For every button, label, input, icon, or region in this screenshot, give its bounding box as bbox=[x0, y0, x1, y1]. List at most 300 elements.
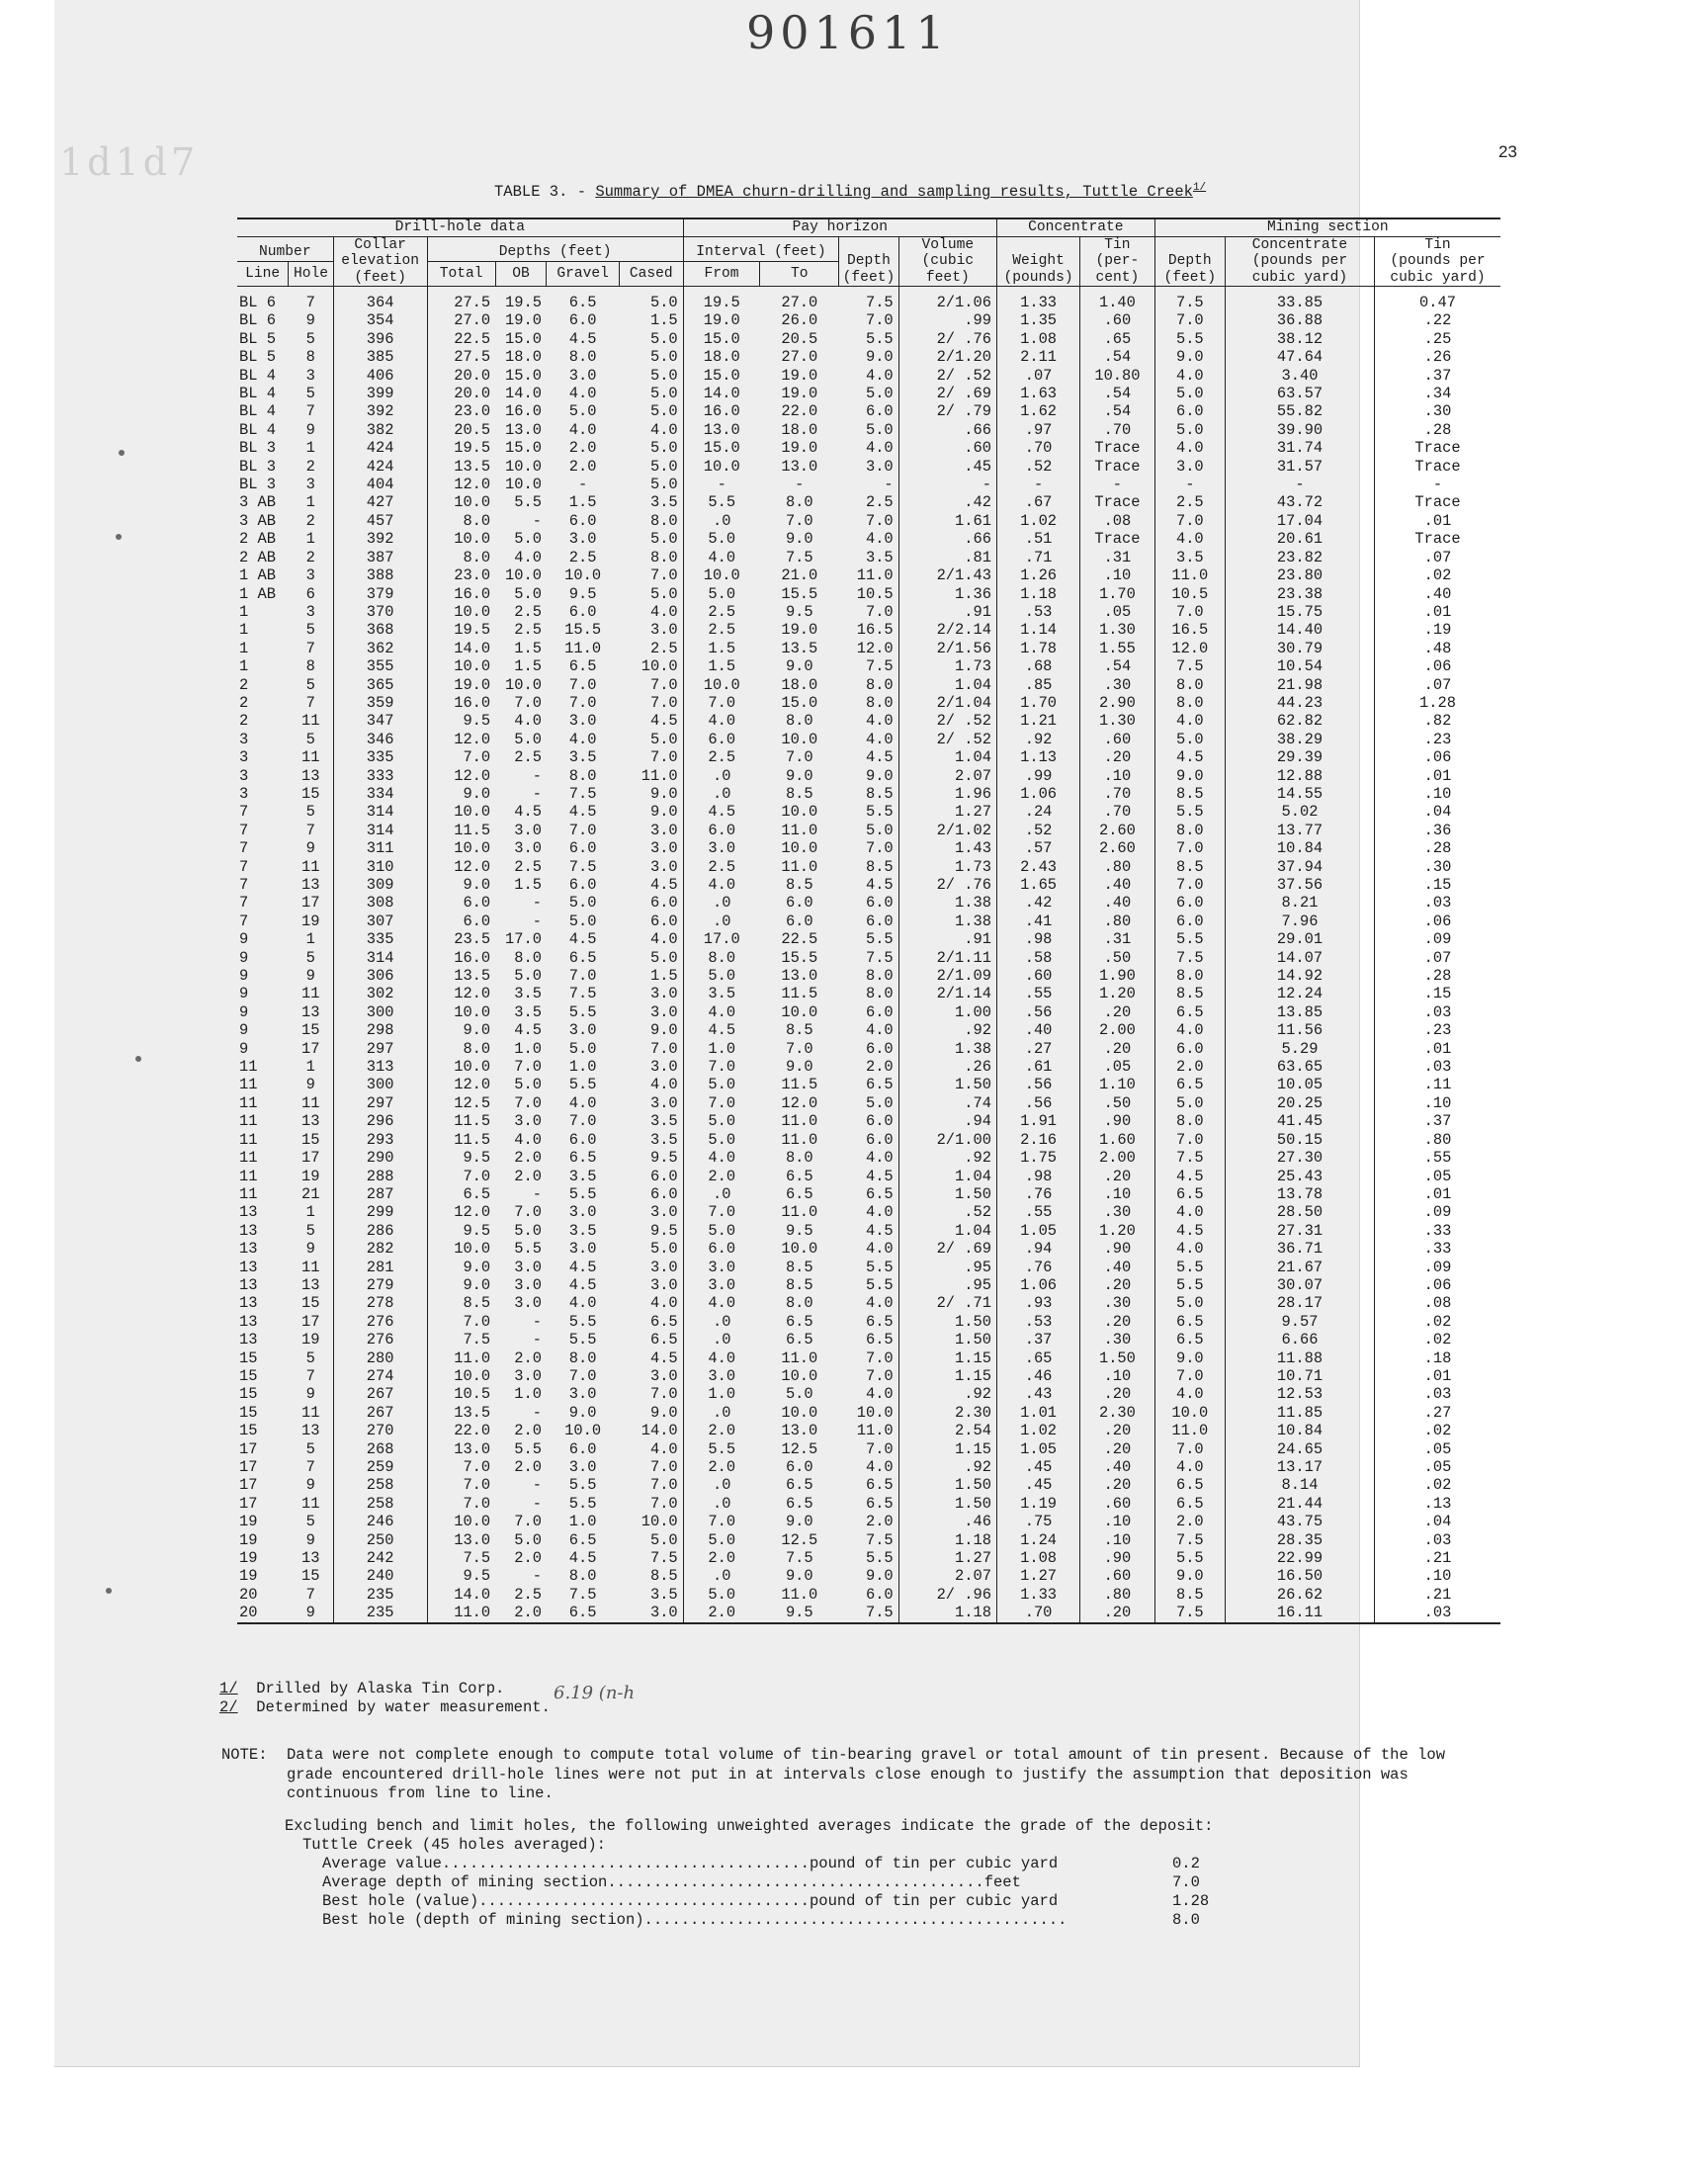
cell-volume: .92 bbox=[898, 1021, 996, 1039]
cell-tin-percent: .31 bbox=[1080, 549, 1155, 566]
table-row bbox=[237, 311, 1500, 329]
cell-tin-percent: .70 bbox=[1080, 803, 1155, 821]
cell-weight: 1.02 bbox=[996, 512, 1079, 530]
cell-hole: 2 bbox=[289, 512, 333, 530]
cell-line: 2 bbox=[239, 675, 249, 694]
cell-pay-depth: 4.0 bbox=[839, 1458, 898, 1476]
cell-tin-percent: 2.00 bbox=[1080, 1021, 1155, 1039]
cell-pay-depth: 7.0 bbox=[839, 1367, 898, 1385]
cell-line: 19 bbox=[239, 1530, 258, 1549]
cell-interval-from: 4.0 bbox=[708, 1002, 736, 1021]
cell-ms-concentrate: 28.50 bbox=[1225, 1203, 1374, 1221]
table-row bbox=[237, 822, 1500, 839]
cell-line: 13 bbox=[239, 1275, 258, 1294]
cell-collar-elevation: 388 bbox=[333, 566, 427, 584]
cell-depth-gravel: 5.5 bbox=[568, 1184, 597, 1203]
cell-tin-percent: .20 bbox=[1080, 1168, 1155, 1185]
cell-depth-ob: 5.5 bbox=[514, 1240, 542, 1259]
cell-ms-depth: 4.0 bbox=[1154, 1203, 1225, 1221]
cell-ms-concentrate: 62.82 bbox=[1225, 712, 1374, 730]
cell-hole: 11 bbox=[289, 985, 333, 1002]
cell-pay-depth: 9.0 bbox=[839, 767, 898, 785]
cell-pay-depth: 6.5 bbox=[839, 1495, 898, 1513]
table-row bbox=[237, 1513, 1500, 1530]
cell-interval-from: .0 bbox=[713, 1494, 731, 1513]
cell-interval-to: 7.5 bbox=[785, 1549, 813, 1568]
cell-depth-total: 13.0 bbox=[454, 1530, 491, 1549]
header-collar-elevation bbox=[333, 236, 427, 287]
cell-interval-to: 11.0 bbox=[781, 1203, 818, 1222]
cell-weight: - bbox=[996, 476, 1079, 493]
cell-collar-elevation: 302 bbox=[333, 985, 427, 1002]
cell-depth-ob: 2.0 bbox=[514, 1458, 542, 1476]
cell-interval-to: 13.0 bbox=[781, 967, 818, 986]
cell-interval-from: 10.0 bbox=[703, 457, 740, 476]
cell-depth-cased: 9.0 bbox=[619, 1404, 683, 1422]
cell-tin-percent: 1.40 bbox=[1080, 287, 1155, 312]
best-hole-value-value: 1.28 bbox=[1172, 1892, 1210, 1910]
cell-depth-total: 16.0 bbox=[454, 693, 491, 712]
cell-line: 9 bbox=[239, 985, 249, 1003]
best-hole-value-label: Best hole (value)....................................pound of tin per cubic yard bbox=[322, 1892, 1059, 1910]
cell-ms-tin: .01 bbox=[1423, 1039, 1452, 1058]
cell-ms-tin: .33 bbox=[1423, 1240, 1452, 1259]
cell-interval-to: 10.0 bbox=[781, 1366, 818, 1385]
cell-interval-from: 5.5 bbox=[708, 1439, 736, 1458]
cell-hole: 15 bbox=[289, 1567, 333, 1585]
cell-depth-cased: 4.0 bbox=[619, 1294, 683, 1312]
cell-ms-depth: 4.5 bbox=[1154, 748, 1225, 766]
table-row bbox=[237, 676, 1500, 694]
cell-ms-depth: 4.5 bbox=[1154, 1222, 1225, 1240]
handwritten-annotation: 6.19 (n-h bbox=[554, 1683, 636, 1703]
cell-depth-gravel: 2.5 bbox=[568, 548, 597, 566]
cell-interval-to: 8.5 bbox=[785, 1021, 813, 1040]
cell-depth-ob: 18.0 bbox=[505, 348, 542, 367]
cell-interval-from: 1.0 bbox=[708, 1385, 736, 1404]
table-body bbox=[237, 287, 1500, 1623]
page-number: 23 bbox=[1498, 142, 1517, 161]
cell-hole: 5 bbox=[289, 1440, 333, 1458]
cell-ms-tin: .06 bbox=[1423, 1275, 1452, 1294]
cell-line: 17 bbox=[239, 1439, 258, 1458]
cell-weight: 1.14 bbox=[996, 621, 1079, 639]
cell-depth-total: 23.0 bbox=[454, 566, 491, 585]
cell-depth-total: 10.0 bbox=[454, 493, 491, 512]
cell-weight: .27 bbox=[996, 1040, 1079, 1058]
cell-interval-from: 5.0 bbox=[708, 1221, 736, 1240]
cell-interval-from: 15.0 bbox=[703, 439, 740, 458]
cell-volume: 2.07 bbox=[898, 767, 996, 785]
cell-volume: .66 bbox=[898, 421, 996, 439]
cell-depth-gravel: 15.5 bbox=[564, 621, 602, 640]
cell-ms-depth: 5.0 bbox=[1154, 1294, 1225, 1312]
cell-weight: 1.18 bbox=[996, 585, 1079, 603]
cell-ms-depth: 4.0 bbox=[1154, 1458, 1225, 1476]
cell-line: 15 bbox=[239, 1366, 258, 1385]
cell-line: 3 bbox=[239, 766, 249, 785]
cell-collar-elevation: 368 bbox=[333, 621, 427, 639]
cell-depth-total: 8.0 bbox=[463, 548, 491, 566]
header-mining-tin bbox=[1375, 236, 1500, 287]
cell-pay-depth: 7.0 bbox=[839, 1440, 898, 1458]
cell-volume: .45 bbox=[898, 458, 996, 476]
cell-volume: .60 bbox=[898, 439, 996, 457]
cell-depth-ob: - bbox=[532, 1567, 542, 1586]
cell-ms-concentrate: 14.07 bbox=[1225, 949, 1374, 967]
cell-ms-concentrate: 12.53 bbox=[1225, 1385, 1374, 1403]
cell-depth-cased: 6.0 bbox=[619, 1185, 683, 1203]
cell-ms-tin: .03 bbox=[1375, 1604, 1500, 1622]
cell-collar-elevation: 267 bbox=[333, 1404, 427, 1422]
cell-ms-concentrate: 36.88 bbox=[1225, 311, 1374, 329]
cell-ms-concentrate: 10.71 bbox=[1225, 1367, 1374, 1385]
cell-ms-depth: 6.5 bbox=[1154, 1185, 1225, 1203]
cell-collar-elevation: 387 bbox=[333, 549, 427, 566]
cell-depth-total: 16.0 bbox=[454, 948, 491, 967]
cell-hole: 9 bbox=[289, 311, 333, 329]
cell-depth-ob: 2.0 bbox=[514, 1422, 542, 1440]
table-title-main: Summary of DMEA churn-drilling and sampling results, Tuttle Creek bbox=[595, 183, 1193, 202]
cell-ms-concentrate: 10.84 bbox=[1225, 1422, 1374, 1439]
cell-tin-percent: Trace bbox=[1080, 493, 1155, 511]
cell-depth-gravel: 4.0 bbox=[568, 1294, 597, 1313]
cell-collar-elevation: 314 bbox=[333, 822, 427, 839]
table-row bbox=[237, 803, 1500, 821]
cell-ms-tin: .09 bbox=[1423, 1258, 1452, 1276]
cell-ms-concentrate: 12.24 bbox=[1225, 985, 1374, 1002]
cell-ms-tin: .03 bbox=[1423, 894, 1452, 913]
table-row bbox=[237, 1567, 1500, 1585]
cell-line: 19 bbox=[239, 1567, 258, 1586]
cell-hole: 5 bbox=[289, 385, 333, 402]
cell-interval-to: 21.0 bbox=[781, 566, 818, 585]
cell-depth-ob: 5.0 bbox=[514, 1221, 542, 1240]
cell-depth-total: 11.0 bbox=[427, 1604, 495, 1622]
cell-depth-gravel: 3.0 bbox=[568, 366, 597, 385]
table-row bbox=[237, 657, 1500, 675]
cell-ms-depth: 4.5 bbox=[1154, 1168, 1225, 1185]
cell-volume: 2/1.43 bbox=[898, 566, 996, 584]
cell-line: 7 bbox=[239, 803, 249, 822]
cell-ms-concentrate: 14.55 bbox=[1225, 785, 1374, 803]
cell-depth-ob: 2.5 bbox=[514, 748, 542, 767]
header-pay-depth bbox=[839, 236, 898, 287]
cell-interval-from: 10.0 bbox=[703, 675, 740, 694]
cell-depth-cased: 4.5 bbox=[619, 1349, 683, 1367]
table-row bbox=[237, 1294, 1500, 1312]
cell-tin-percent: 2.30 bbox=[1080, 1404, 1155, 1422]
cell-volume: 2/1.06 bbox=[898, 287, 996, 312]
cell-pay-depth: 5.5 bbox=[839, 330, 898, 348]
cell-depth-total: 27.0 bbox=[454, 311, 491, 330]
cell-hole: 6 bbox=[289, 585, 333, 603]
cell-pay-depth: 11.0 bbox=[839, 566, 898, 584]
cell-hole: 3 bbox=[289, 566, 333, 584]
cell-hole: 3 bbox=[289, 603, 333, 621]
cell-tin-percent: .70 bbox=[1080, 785, 1155, 803]
cell-hole: 1 bbox=[289, 493, 333, 511]
cell-depth-ob: 7.0 bbox=[514, 693, 542, 712]
cell-ms-depth: 10.0 bbox=[1154, 1404, 1225, 1422]
cell-collar-elevation: 314 bbox=[333, 803, 427, 821]
cell-pay-depth: 2.0 bbox=[839, 1058, 898, 1076]
cell-tin-percent: .40 bbox=[1080, 894, 1155, 912]
cell-weight: 1.08 bbox=[996, 1549, 1079, 1567]
cell-depth-cased: 3.5 bbox=[619, 493, 683, 511]
cell-weight: .57 bbox=[996, 839, 1079, 857]
cell-depth-cased: 7.0 bbox=[619, 1040, 683, 1058]
table-row bbox=[237, 385, 1500, 402]
cell-ms-tin: .36 bbox=[1423, 821, 1452, 839]
table-row bbox=[237, 1185, 1500, 1203]
cell-ms-tin: .01 bbox=[1423, 511, 1452, 530]
cell-depth-cased: 9.5 bbox=[619, 1222, 683, 1240]
cell-weight: .24 bbox=[996, 803, 1079, 821]
cell-interval-to: 19.0 bbox=[781, 366, 818, 385]
cell-depth-ob: - bbox=[532, 1403, 542, 1422]
cell-depth-total: 9.0 bbox=[463, 1258, 491, 1276]
cell-depth-cased: 6.0 bbox=[619, 913, 683, 930]
cell-depth-cased: 5.0 bbox=[619, 402, 683, 420]
table-row bbox=[237, 566, 1500, 584]
cell-weight: .60 bbox=[996, 967, 1079, 985]
cell-ms-tin: .06 bbox=[1423, 657, 1452, 676]
cell-pay-depth: 10.5 bbox=[839, 585, 898, 603]
cell-depth-gravel: 6.0 bbox=[568, 839, 597, 858]
cell-depth-cased: 3.0 bbox=[619, 1003, 683, 1021]
cell-tin-percent: .30 bbox=[1080, 1203, 1155, 1221]
cell-ms-concentrate: 30.79 bbox=[1225, 640, 1374, 657]
cell-depth-total: 10.5 bbox=[454, 1385, 491, 1404]
cell-collar-elevation: 270 bbox=[333, 1422, 427, 1439]
cell-weight: 1.06 bbox=[996, 785, 1079, 803]
cell-ms-tin: .09 bbox=[1423, 1203, 1452, 1222]
cell-interval-to: 9.5 bbox=[785, 602, 813, 621]
cell-line: 3 AB bbox=[239, 511, 276, 530]
cell-volume: 1.50 bbox=[898, 1331, 996, 1348]
cell-hole: 7 bbox=[289, 402, 333, 420]
cell-collar-elevation: 311 bbox=[333, 839, 427, 857]
averages-section bbox=[287, 1817, 1213, 1930]
cell-hole: 13 bbox=[289, 1549, 333, 1567]
cell-collar-elevation: 293 bbox=[333, 1131, 427, 1149]
cell-hole: 13 bbox=[289, 1422, 333, 1439]
cell-ms-depth: 7.0 bbox=[1154, 1131, 1225, 1149]
average-depth-value: 7.0 bbox=[1172, 1873, 1200, 1891]
cell-tin-percent: .80 bbox=[1080, 858, 1155, 876]
cell-tin-percent: .40 bbox=[1080, 1259, 1155, 1276]
cell-ms-tin: .11 bbox=[1423, 1076, 1452, 1094]
cell-line: 11 bbox=[239, 1167, 258, 1185]
cell-depth-gravel: 4.5 bbox=[568, 803, 597, 822]
cell-depth-cased: 4.0 bbox=[619, 421, 683, 439]
cell-depth-ob: 3.0 bbox=[514, 821, 542, 839]
cell-collar-elevation: 347 bbox=[333, 712, 427, 730]
table-row bbox=[237, 1058, 1500, 1076]
cell-pay-depth: 8.0 bbox=[839, 676, 898, 694]
header-ms-conc-line3: cubic yard) bbox=[1251, 269, 1348, 286]
cell-depth-total: 10.0 bbox=[454, 657, 491, 676]
cell-interval-from: - bbox=[717, 476, 726, 494]
cell-depth-cased: 7.0 bbox=[619, 1458, 683, 1476]
cell-weight: .41 bbox=[996, 913, 1079, 930]
cell-hole: 13 bbox=[289, 876, 333, 894]
cell-interval-to: 11.0 bbox=[781, 1585, 818, 1604]
cell-interval-from: 19.0 bbox=[703, 311, 740, 330]
table-title bbox=[494, 182, 1206, 201]
cell-volume: 2/ .71 bbox=[898, 1294, 996, 1312]
cell-tin-percent: .10 bbox=[1080, 767, 1155, 785]
cell-collar-elevation: 392 bbox=[333, 530, 427, 548]
cell-ms-concentrate: 14.92 bbox=[1225, 967, 1374, 985]
table-row bbox=[237, 330, 1500, 348]
cell-pay-depth: 5.0 bbox=[839, 1094, 898, 1112]
cell-depth-gravel: 4.5 bbox=[568, 1258, 597, 1276]
cell-ms-tin: .10 bbox=[1423, 1093, 1452, 1112]
cell-tin-percent: .08 bbox=[1080, 512, 1155, 530]
cell-depth-total: 22.0 bbox=[454, 1422, 491, 1440]
cell-ms-tin: .28 bbox=[1423, 967, 1452, 986]
table-row bbox=[237, 985, 1500, 1002]
cell-interval-from: 6.0 bbox=[708, 730, 736, 748]
cell-line: 11 bbox=[239, 1076, 258, 1094]
cell-depth-cased: 10.0 bbox=[619, 1513, 683, 1530]
cell-interval-to: 13.0 bbox=[781, 1422, 818, 1440]
cell-depth-total: 10.0 bbox=[454, 839, 491, 858]
cell-depth-ob: 7.0 bbox=[514, 1093, 542, 1112]
cell-ms-concentrate: 47.64 bbox=[1225, 348, 1374, 366]
cell-depth-total: 7.0 bbox=[463, 1312, 491, 1331]
cell-interval-from: .0 bbox=[713, 1184, 731, 1203]
cell-depth-gravel: 5.5 bbox=[568, 1476, 597, 1495]
cell-depth-total: 13.5 bbox=[454, 457, 491, 476]
table-row bbox=[237, 949, 1500, 967]
cell-depth-gravel: 7.0 bbox=[568, 1366, 597, 1385]
cell-ms-tin: Trace bbox=[1414, 493, 1461, 512]
cell-volume: 1.38 bbox=[898, 913, 996, 930]
footnote-2-text: Determined by water measurement. bbox=[256, 1698, 551, 1716]
cell-volume: - bbox=[898, 476, 996, 493]
cell-pay-depth: 5.5 bbox=[839, 1259, 898, 1276]
cell-collar-elevation: 235 bbox=[333, 1586, 427, 1604]
cell-tin-percent: .10 bbox=[1080, 566, 1155, 584]
header-cased: Cased bbox=[619, 261, 683, 286]
cell-line: 13 bbox=[239, 1221, 258, 1240]
table-row bbox=[237, 640, 1500, 657]
cell-interval-to: 9.0 bbox=[785, 657, 813, 676]
cell-pay-depth: 6.5 bbox=[839, 1076, 898, 1093]
cell-ms-concentrate: - bbox=[1225, 476, 1374, 493]
cell-line: 19 bbox=[239, 1513, 258, 1531]
table-row bbox=[237, 1404, 1500, 1422]
footnote-2-mark: 2/ bbox=[219, 1698, 238, 1716]
cell-collar-elevation: 427 bbox=[333, 493, 427, 511]
cell-depth-cased: 7.0 bbox=[619, 1385, 683, 1403]
cell-ms-depth: 11.0 bbox=[1154, 1422, 1225, 1439]
cell-hole: 7 bbox=[289, 287, 333, 312]
cell-pay-depth: 4.5 bbox=[839, 876, 898, 894]
table-row bbox=[237, 621, 1500, 639]
table-row bbox=[237, 287, 1500, 312]
cell-volume: .99 bbox=[898, 311, 996, 329]
cell-pay-depth: 10.0 bbox=[839, 1404, 898, 1422]
cell-ms-depth: 8.0 bbox=[1154, 1112, 1225, 1130]
cell-ms-depth: 7.0 bbox=[1154, 1367, 1225, 1385]
cell-ms-concentrate: 7.96 bbox=[1225, 913, 1374, 930]
cell-depth-cased: 5.0 bbox=[619, 439, 683, 457]
cell-depth-cased: 4.0 bbox=[619, 1440, 683, 1458]
cell-pay-depth: 7.5 bbox=[839, 287, 898, 312]
cell-tin-percent: .20 bbox=[1080, 1003, 1155, 1021]
cell-collar-elevation: 267 bbox=[333, 1385, 427, 1403]
cell-interval-to: 7.0 bbox=[785, 511, 813, 530]
cell-tin-percent: .20 bbox=[1080, 1385, 1155, 1403]
cell-tin-percent: - bbox=[1080, 476, 1155, 493]
cell-hole: 7 bbox=[289, 694, 333, 712]
table-row bbox=[237, 1586, 1500, 1604]
cell-depth-total: 10.0 bbox=[454, 1058, 491, 1077]
cell-depth-gravel: 3.0 bbox=[568, 1203, 597, 1222]
cell-depth-ob: 3.0 bbox=[514, 1275, 542, 1294]
cell-weight: .46 bbox=[996, 1367, 1079, 1385]
cell-ms-concentrate: 13.77 bbox=[1225, 822, 1374, 839]
cell-depth-gravel: 6.5 bbox=[547, 1604, 619, 1622]
cell-depth-cased: 4.5 bbox=[619, 876, 683, 894]
cell-interval-from: 2.5 bbox=[708, 621, 736, 640]
cell-pay-depth: 4.0 bbox=[839, 439, 898, 457]
cell-interval-from: 2.5 bbox=[708, 857, 736, 876]
header-line: Line bbox=[237, 261, 289, 286]
cell-ms-depth: 6.5 bbox=[1154, 1076, 1225, 1093]
cell-line: 2 AB bbox=[239, 530, 276, 549]
cell-volume: 2/ .52 bbox=[898, 712, 996, 730]
cell-weight: .75 bbox=[996, 1513, 1079, 1530]
cell-interval-from: .0 bbox=[713, 1331, 731, 1349]
cell-ms-concentrate: 9.57 bbox=[1225, 1313, 1374, 1331]
cell-weight: 1.78 bbox=[996, 640, 1079, 657]
cell-depth-gravel: 9.5 bbox=[568, 584, 597, 603]
table-row bbox=[237, 1112, 1500, 1130]
cell-depth-total: 8.0 bbox=[463, 1039, 491, 1058]
cell-depth-ob: 3.0 bbox=[514, 839, 542, 858]
cell-hole: 7 bbox=[289, 1458, 333, 1476]
cell-volume: .92 bbox=[898, 1458, 996, 1476]
cell-weight: 1.63 bbox=[996, 385, 1079, 402]
cell-ms-concentrate: 27.30 bbox=[1225, 1149, 1374, 1167]
cell-tin-percent: .30 bbox=[1080, 676, 1155, 694]
cell-depth-total: 13.0 bbox=[454, 1439, 491, 1458]
cell-pay-depth: - bbox=[839, 476, 898, 493]
cell-depth-gravel: 4.5 bbox=[568, 329, 597, 348]
cell-line: 7 bbox=[239, 857, 249, 876]
cell-ms-tin: .27 bbox=[1423, 1403, 1452, 1422]
cell-hole: 11 bbox=[289, 1495, 333, 1513]
cell-pay-depth: 9.0 bbox=[839, 1567, 898, 1585]
cell-ms-depth: 5.5 bbox=[1154, 330, 1225, 348]
cell-depth-gravel: 2.0 bbox=[568, 439, 597, 458]
best-hole-depth-value: 8.0 bbox=[1172, 1911, 1200, 1929]
cell-weight: .97 bbox=[996, 421, 1079, 439]
table-row bbox=[237, 731, 1500, 748]
table-row bbox=[237, 1495, 1500, 1513]
cell-tin-percent: .20 bbox=[1080, 748, 1155, 766]
cell-collar-elevation: 276 bbox=[333, 1331, 427, 1348]
cell-hole: 5 bbox=[289, 949, 333, 967]
cell-tin-percent: 1.20 bbox=[1080, 985, 1155, 1002]
cell-hole: 9 bbox=[289, 1385, 333, 1403]
cell-ms-tin: .80 bbox=[1423, 1130, 1452, 1149]
